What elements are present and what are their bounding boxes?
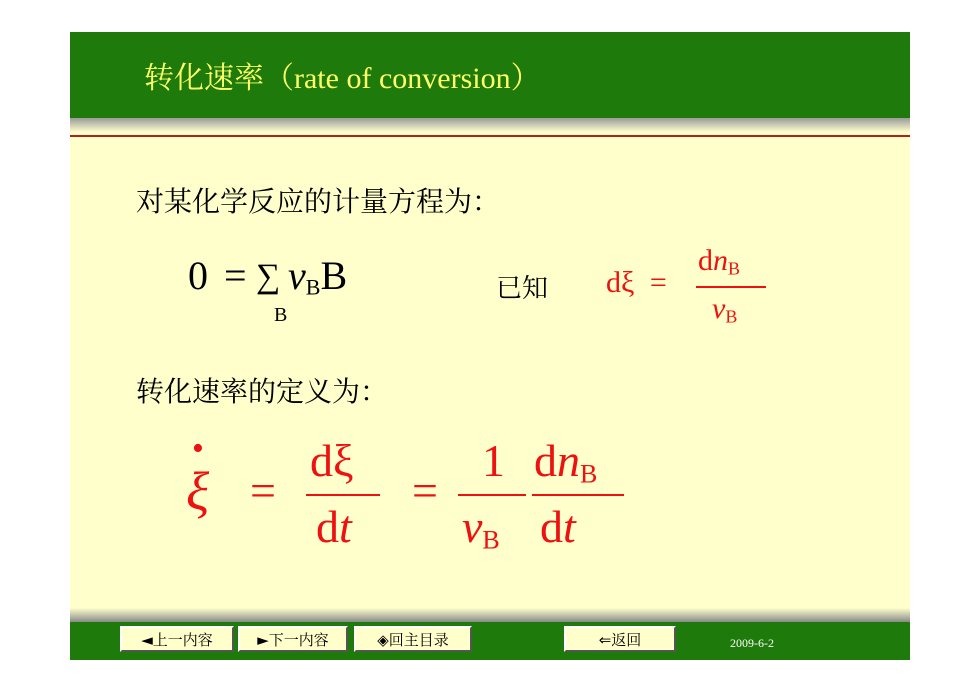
- eq3-frac2-bar: [458, 494, 526, 496]
- navigation-bar: [70, 622, 910, 660]
- sum-index: B: [274, 304, 288, 326]
- eq3-frac3-den-d: d: [540, 501, 563, 552]
- eq3-frac3-num-n: n: [557, 435, 580, 486]
- eq2-denominator: [712, 292, 737, 328]
- eq3-xi: ξ: [186, 461, 210, 521]
- eq3-equals-b: =: [412, 465, 438, 516]
- slide-title-en: （rate of conversion）: [264, 62, 541, 95]
- eq3-frac3-den-t: t: [563, 501, 576, 552]
- footer-shadow: [70, 608, 910, 622]
- title-shadow: [70, 118, 910, 132]
- eq3-frac1-den-t: t: [339, 501, 352, 552]
- eq3-frac1-bar: [306, 494, 380, 496]
- eq2-den-sub: B: [725, 306, 738, 327]
- eq2-fraction-bar: [696, 286, 766, 288]
- eq1-nu: ν: [288, 253, 306, 298]
- eq3-frac3-num: [534, 434, 597, 490]
- eq3-frac3-num-d: d: [534, 435, 557, 486]
- eq3-frac1-num: dξ: [310, 435, 354, 486]
- title-bar: [70, 32, 910, 118]
- eq3-frac2-num: 1: [482, 435, 505, 486]
- eq3-frac2-den-sub: B: [482, 525, 500, 555]
- slide-date: 2009-6-2: [730, 636, 774, 650]
- eq2-numerator: [698, 244, 740, 280]
- prev-content-button[interactable]: ◄上一内容: [120, 626, 234, 652]
- stoichiometric-equation: [188, 252, 253, 299]
- sum-symbol: ∑: [256, 258, 281, 295]
- eq3-frac3-num-sub: B: [580, 459, 598, 489]
- eq2-lhs: dξ: [606, 266, 635, 299]
- eq3-frac3-den: [540, 500, 576, 553]
- slide-title-zh: 转化速率: [144, 61, 264, 96]
- intro-text: 对某化学反应的计量方程为：: [136, 185, 501, 218]
- eq1-species: B: [320, 253, 348, 298]
- known-label: 已知: [496, 274, 549, 304]
- definition-text: 转化速率的定义为：: [136, 375, 389, 408]
- main-menu-button[interactable]: ◈回主目录: [354, 626, 472, 652]
- eq3-frac1-den-d: d: [316, 501, 339, 552]
- eq2-num-sub: B: [728, 258, 741, 279]
- eq3-frac3-bar: [532, 494, 624, 496]
- eq3-equals-a: =: [250, 465, 276, 516]
- eq3-frac2-den: [462, 500, 500, 556]
- eq2-num-n: n: [713, 244, 728, 277]
- eq2-den-nu: ν: [712, 292, 726, 325]
- eq2-equals: =: [649, 266, 667, 299]
- eq1-equals: =: [224, 253, 247, 298]
- next-content-button[interactable]: ►下一内容: [238, 626, 348, 652]
- eq2-num-d: d: [698, 244, 713, 277]
- title-divider: [70, 135, 910, 137]
- slide-title: [144, 53, 541, 97]
- eq1-term: [288, 252, 347, 301]
- slide: [70, 32, 910, 660]
- xi-dot: •: [192, 430, 204, 467]
- back-button[interactable]: ⇐返回: [564, 626, 676, 652]
- eq3-frac1-den: [316, 500, 352, 553]
- eq2-lhs-group: [606, 266, 667, 300]
- eq1-nu-sub: B: [305, 274, 321, 300]
- eq1-lhs: 0: [188, 253, 208, 298]
- eq3-frac2-den-nu: ν: [462, 501, 483, 552]
